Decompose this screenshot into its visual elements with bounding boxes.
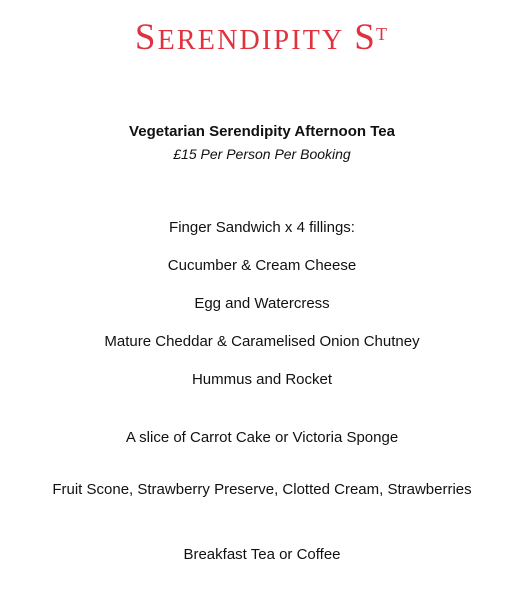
filling-item-4: Hummus and Rocket [191,371,333,388]
menu-price: £15 Per Person Per Booking [173,146,351,162]
filling-item-1: Cucumber & Cream Cheese [167,257,357,274]
drinks-item: Breakfast Tea or Coffee [183,546,341,563]
cake-item: A slice of Carrot Cake or Victoria Sponge [125,429,399,446]
brand-logo: SERENDIPITY $S^T$ [134,17,390,58]
sandwich-heading: Finger Sandwich x 4 fillings: [169,219,355,236]
menu-title: Vegetarian Serendipity Afternoon Tea [129,123,395,140]
filling-item-2: Egg and Watercress [194,295,330,312]
scone-item: Fruit Scone, Strawberry Preserve, Clotted Cream, Strawberries [52,481,472,498]
filling-item-3: Mature Cheddar & Caramelised Onion Chutney [104,333,420,350]
